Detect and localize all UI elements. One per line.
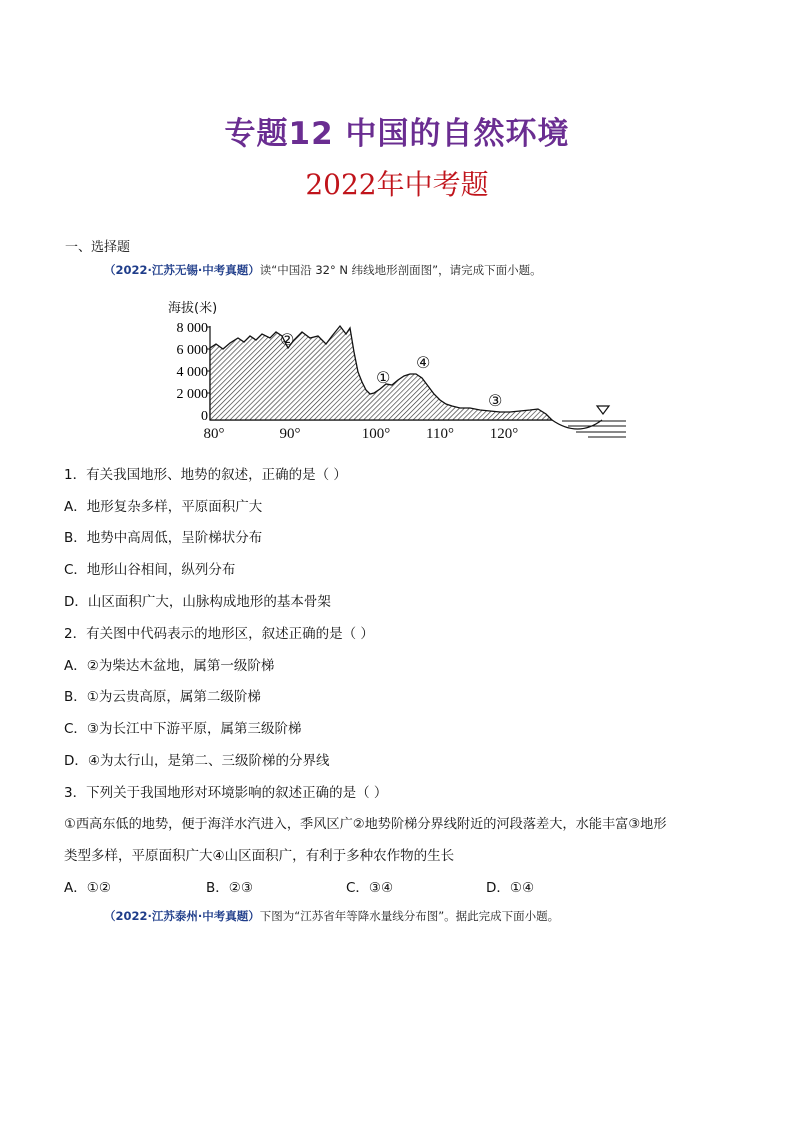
intro-1 [104,262,542,278]
y-tick-6000: 6 000 [176,343,208,358]
q3-option-c: C．③④ [346,880,394,896]
terrain-profile-figure [168,296,640,446]
q3-stem: 3．下列关于我国地形对环境影响的叙述正确的是（ ） [64,785,388,801]
x-tick-110: 110° [426,426,454,442]
q1-option-d: D．山区面积广大，山脉构成地形的基本骨架 [64,594,331,610]
page-subtitle: 2022年中考题 [305,168,489,201]
y-tick-0: 0 [201,409,208,424]
marker-1: ① [376,368,391,387]
q3-body-line-2: 类型多样，平原面积广大④山区面积广，有利于多种农作物的生长 [64,848,455,864]
page-title: 专题12 中国的自然环境 [224,116,570,152]
intro-2-text: 下图为“江苏省年等降水量线分布图”。据此完成下面小题。 [259,909,560,923]
x-tick-80: 80° [203,426,225,442]
q1-option-b: B．地势中高周低，呈阶梯状分布 [64,530,263,546]
y-tick-4000: 4 000 [176,365,208,380]
y-axis-label: 海拔(米) [168,301,218,316]
x-tick-120: 120° [489,426,519,442]
q1-option-a: A．地形复杂多样，平原面积广大 [64,499,263,515]
y-tick-2000: 2 000 [176,387,208,402]
intro-1-text: 读“中国沿 32° N 纬线地形剖面图”，请完成下面小题。 [259,263,542,277]
q2-option-d: D．④为太行山，是第二、三级阶梯的分界线 [64,753,330,769]
intro-2 [104,908,559,924]
intro-1-source: （2022·江苏无锡·中考真题） [104,263,260,277]
q3-body-line-1: ①西高东低的地势，便于海洋水汽进入，季风区广②地势阶梯分界线附近的河段落差大，水能丰富③地形 [64,817,667,832]
sea-level-icon [597,406,609,414]
q1-stem: 1．有关我国地形、地势的叙述，正确的是（ ） [64,467,347,483]
intro-2-source: （2022·江苏泰州·中考真题） [104,909,260,923]
x-tick-90: 90° [279,426,301,442]
x-tick-100: 100° [361,426,391,442]
q2-option-a: A．②为柴达木盆地，属第一级阶梯 [64,658,275,674]
y-tick-8000: 8 000 [176,321,208,336]
marker-4: ④ [416,353,431,372]
q3-option-b: B．②③ [206,880,253,896]
marker-3: ③ [488,391,503,410]
q2-stem: 2．有关图中代码表示的地形区，叙述正确的是（ ） [64,626,374,642]
marker-2: ② [280,330,295,349]
section-heading: 一、选择题 [65,240,131,255]
q1-option-c: C．地形山谷相间，纵列分布 [64,562,236,578]
q3-option-a: A．①② [64,880,111,896]
q2-option-b: B．①为云贵高原，属第二级阶梯 [64,689,261,705]
q2-option-c: C．③为长江中下游平原，属第三级阶梯 [64,721,302,737]
q3-option-d: D．①④ [486,880,535,896]
